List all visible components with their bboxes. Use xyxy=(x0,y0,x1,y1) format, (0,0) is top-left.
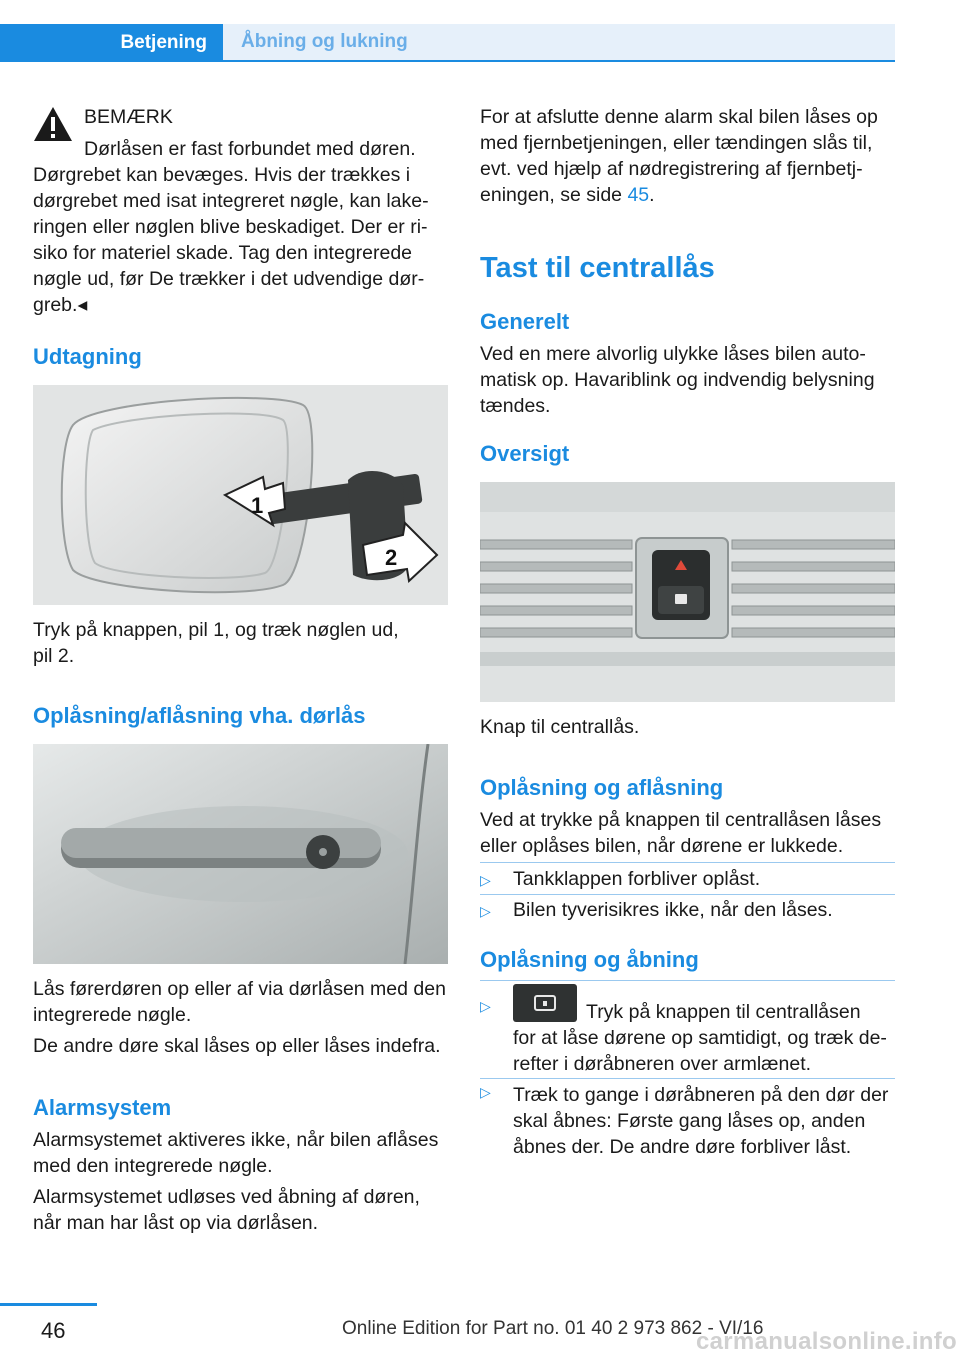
heading-alarmsystem: Alarmsystem xyxy=(33,1095,172,1120)
paragraph: evt. ved hjælp af nødregistrering af fjernbetj- xyxy=(480,158,863,180)
heading-oversigt: Oversigt xyxy=(480,441,570,466)
paragraph: med den integrerede nøgle. xyxy=(33,1155,273,1177)
notice-line: ringen eller nøglen blive beskadiget. Der er ri- xyxy=(33,216,428,238)
fig2-caption: Lås førerdøren op eller af via dørlåsen med den xyxy=(33,978,446,1000)
heading-tast-til-centrallaas: Tast til centrallås xyxy=(480,252,715,284)
fig3-caption: Knap til centrallås. xyxy=(480,716,640,738)
fig1-caption: pil 2. xyxy=(33,645,75,667)
warning-triangle-icon xyxy=(33,106,73,142)
door-handle-figure xyxy=(33,744,448,964)
bullet-triangle-icon: ▷ xyxy=(480,872,491,888)
fig2-caption: integrerede nøgle. xyxy=(33,1004,192,1026)
page-link[interactable]: 45 xyxy=(627,184,650,206)
divider xyxy=(480,894,895,895)
chapter-tab[interactable]: Åbning og lukning xyxy=(223,24,895,60)
paragraph: matisk op. Havariblink og indvendig belysning xyxy=(480,369,875,391)
section-tab[interactable]: Betjening xyxy=(0,24,223,62)
watermark: carmanualsonline.info xyxy=(696,1328,958,1355)
notice-line: dørgrebet med isat integreret nøgle, kan lake- xyxy=(33,190,429,212)
divider xyxy=(480,862,895,863)
arrow-label-1: 1 xyxy=(251,493,264,518)
divider xyxy=(480,1078,895,1079)
fig1-caption: Tryk på knappen, pil 1, og træk nøglen ud, xyxy=(33,619,399,641)
paragraph: Ved at trykke på knappen til centrallåsen låses xyxy=(480,809,882,831)
list-item: ▷ Bilen tyverisikres ikke, når den låses. xyxy=(480,897,833,924)
paragraph: tændes. xyxy=(480,395,551,417)
paragraph: eningen, se side 45. xyxy=(480,184,655,206)
page-number: 46 xyxy=(41,1318,66,1343)
heading-generelt: Generelt xyxy=(480,309,570,334)
notice-title: BEMÆRK xyxy=(84,106,173,128)
footer-rule xyxy=(0,1303,97,1306)
notice-line: Dørgrebet kan bevæges. Hvis der trækkes i xyxy=(33,164,411,186)
paragraph: De andre døre skal låses op eller låses indefra. xyxy=(33,1035,441,1057)
paragraph: Ved en mere alvorlig ulykke låses bilen auto- xyxy=(480,343,866,365)
bullet-triangle-icon: ▷ xyxy=(480,998,491,1014)
air-vent-illustration xyxy=(480,482,895,702)
notice-line: nøgle ud, før De trækker i det udvendige dør- xyxy=(33,268,425,290)
notice-line: Dørlåsen er fast forbundet med døren. xyxy=(84,138,416,160)
central-lock-figure xyxy=(480,482,895,702)
edition-info: Online Edition for Part no. 01 40 2 973 862 - VI/16 xyxy=(342,1318,764,1339)
bullet-triangle-icon: ▷ xyxy=(480,903,491,919)
header-rule xyxy=(0,60,895,62)
paragraph: eller oplåses bilen, når dørene er lukkede. xyxy=(480,835,844,857)
notice-line: greb.◂ xyxy=(33,294,88,316)
paragraph: med fjernbetjeningen, eller tændingen slås til, xyxy=(480,132,873,154)
heading-oplaasning-doerlaas: Oplåsning/aflåsning vha. dørlås xyxy=(33,703,366,728)
bullet-triangle-icon: ▷ xyxy=(480,1084,491,1100)
heading-oplaasning-og-aabning: Oplåsning og åbning xyxy=(480,947,699,972)
key-removal-figure xyxy=(33,385,448,605)
paragraph: Alarmsystemet aktiveres ikke, når bilen aflåses xyxy=(33,1129,439,1151)
list-item: ▷ Tankklappen forbliver oplåst. xyxy=(480,866,760,893)
central-lock-button-icon xyxy=(513,984,577,1022)
heading-udtagning: Udtagning xyxy=(33,344,142,369)
door-handle-illustration xyxy=(33,744,448,964)
paragraph: Alarmsystemet udløses ved åbning af døren, xyxy=(33,1186,420,1208)
key-fob-illustration xyxy=(33,385,448,605)
paragraph: For at afslutte denne alarm skal bilen låses op xyxy=(480,106,878,128)
paragraph: når man har låst op via dørlåsen. xyxy=(33,1212,319,1234)
divider xyxy=(480,980,895,981)
heading-oplaasning-og-aflaasning: Oplåsning og aflåsning xyxy=(480,775,724,800)
arrow-label-2: 2 xyxy=(385,545,398,570)
notice-line: siko for materiel skade. Tag den integrerede xyxy=(33,242,413,264)
page-header xyxy=(0,0,960,62)
